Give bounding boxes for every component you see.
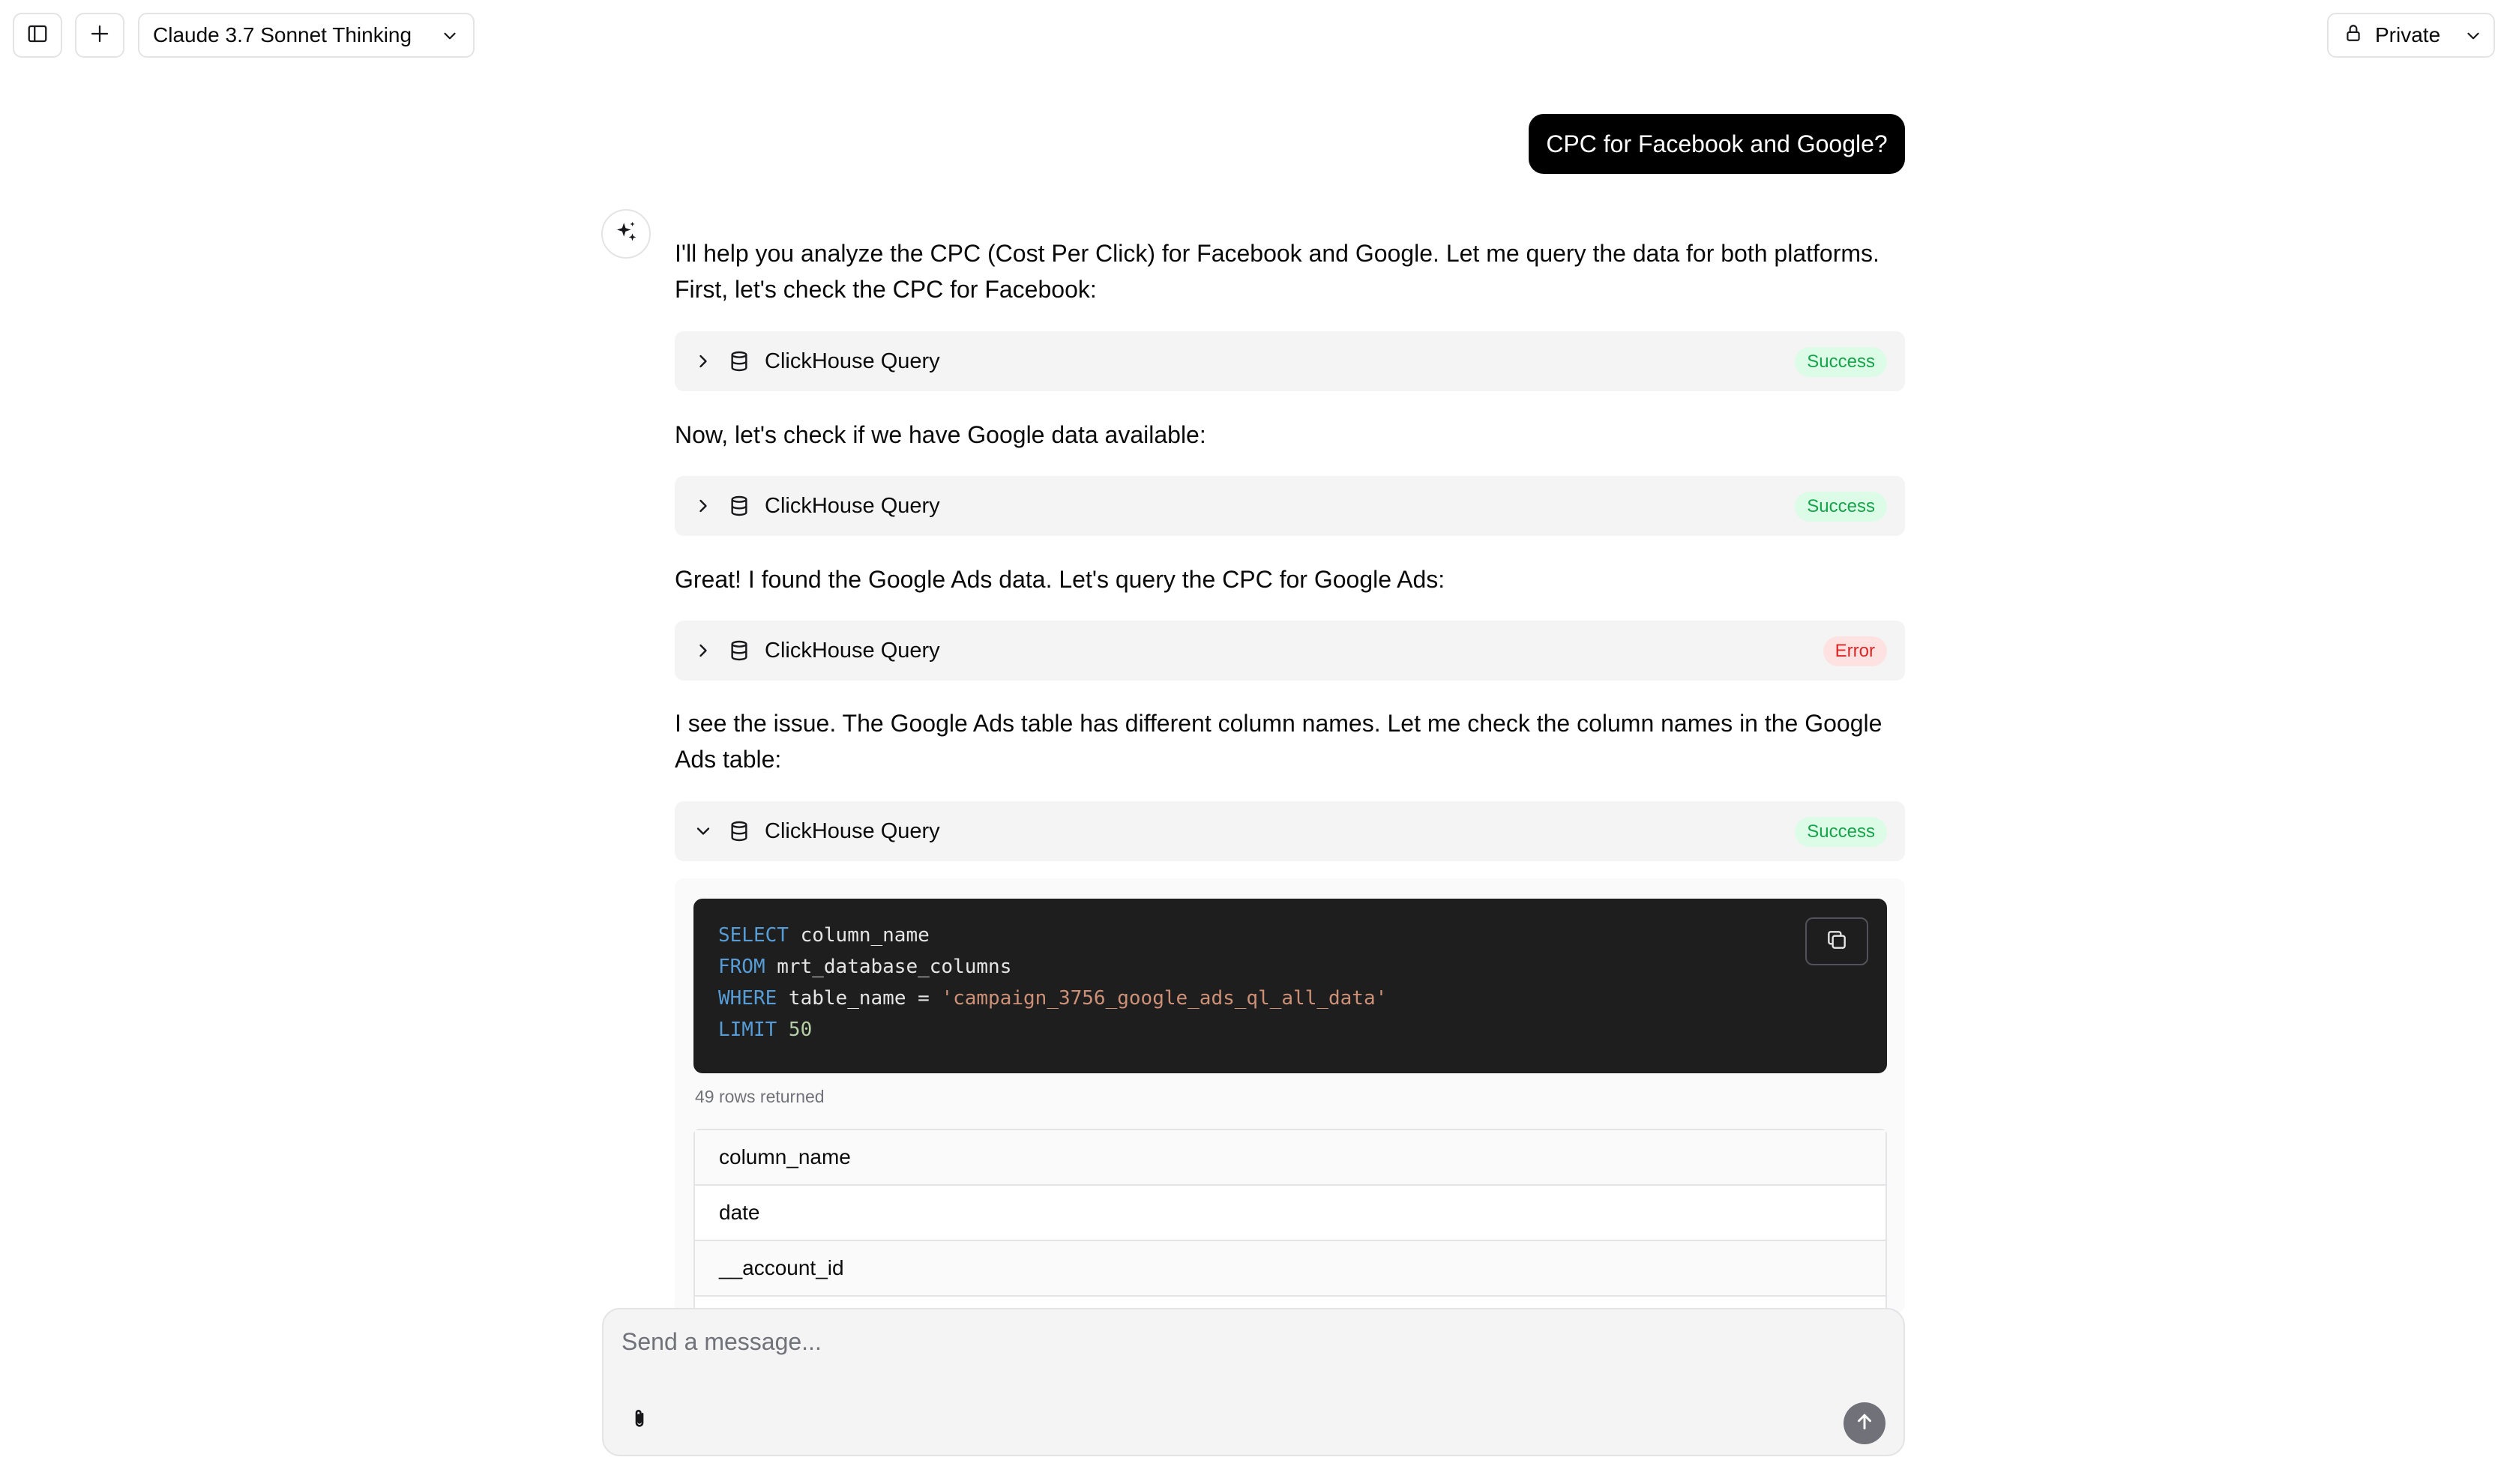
sparkles-icon <box>613 220 639 249</box>
chevron-right-icon <box>693 640 714 661</box>
new-chat-button[interactable] <box>75 13 124 58</box>
table-row: __account_id <box>695 1241 1885 1297</box>
chevron-down-icon <box>693 821 714 842</box>
arrow-up-icon <box>1853 1411 1876 1437</box>
rows-returned-text: 49 rows returned <box>695 1087 825 1106</box>
tool-title: ClickHouse Query <box>765 349 940 373</box>
assistant-text: I see the issue. The Google Ads table has different column names. Let me check the column names in the Google Ads table: <box>675 710 1882 773</box>
table-row: date <box>695 1186 1885 1241</box>
visibility-selector[interactable] <box>2327 13 2495 58</box>
tool-title: ClickHouse Query <box>765 819 940 843</box>
status-badge: Error <box>1823 636 1887 666</box>
assistant-text: Great! I found the Google Ads data. Let's query the CPC for Google Ads: <box>675 566 1445 593</box>
status-badge: Success <box>1795 492 1887 522</box>
sidebar-toggle-icon <box>26 22 49 49</box>
model-selector[interactable] <box>138 13 475 58</box>
tool-title: ClickHouse Query <box>765 639 940 663</box>
send-button[interactable] <box>1844 1402 1885 1444</box>
lock-icon <box>2344 23 2363 48</box>
chevron-right-icon <box>693 351 714 372</box>
copy-button[interactable] <box>1805 917 1868 965</box>
copy-icon <box>1825 928 1849 956</box>
tool-title: ClickHouse Query <box>765 494 940 518</box>
sql-code: SELECT column_name FROM mrt_database_columns WHERE table_name = 'campaign_3756_google_ads_ql_all_data' LIMIT 50 <box>718 924 1388 1041</box>
database-icon <box>727 494 751 518</box>
visibility-label: Private <box>2375 23 2441 46</box>
chevron-right-icon <box>693 495 714 516</box>
model-label: Claude 3.7 Sonnet Thinking <box>153 23 412 46</box>
chevron-down-icon <box>2464 26 2483 51</box>
table-header: column_name <box>695 1130 1885 1186</box>
chevron-down-icon <box>440 26 460 51</box>
user-message: CPC for Facebook and Google? <box>1529 114 1905 174</box>
paperclip-icon <box>627 1407 651 1435</box>
database-icon <box>727 639 751 663</box>
tool-call-toggle[interactable] <box>675 801 1905 861</box>
sidebar-toggle-button[interactable] <box>13 13 62 58</box>
database-icon <box>727 819 751 843</box>
status-badge: Success <box>1795 817 1887 847</box>
sql-code-block <box>693 899 1887 1073</box>
message-input[interactable] <box>622 1323 1821 1360</box>
assistant-text: Now, let's check if we have Google data available: <box>675 421 1206 448</box>
tool-call-toggle[interactable] <box>675 331 1905 391</box>
database-icon <box>727 349 751 373</box>
tool-result-panel <box>675 878 1905 1313</box>
tool-call-toggle[interactable] <box>675 621 1905 681</box>
status-badge: Success <box>1795 347 1887 377</box>
tool-call-toggle[interactable] <box>675 476 1905 536</box>
plus-icon <box>88 22 111 49</box>
assistant-avatar <box>601 209 651 259</box>
attach-button[interactable] <box>624 1405 654 1435</box>
message-composer <box>602 1308 1905 1456</box>
assistant-text: I'll help you analyze the CPC (Cost Per Click) for Facebook and Google. Let me query the data for both platforms. First, let's check the CPC for Facebook: <box>675 240 1879 303</box>
